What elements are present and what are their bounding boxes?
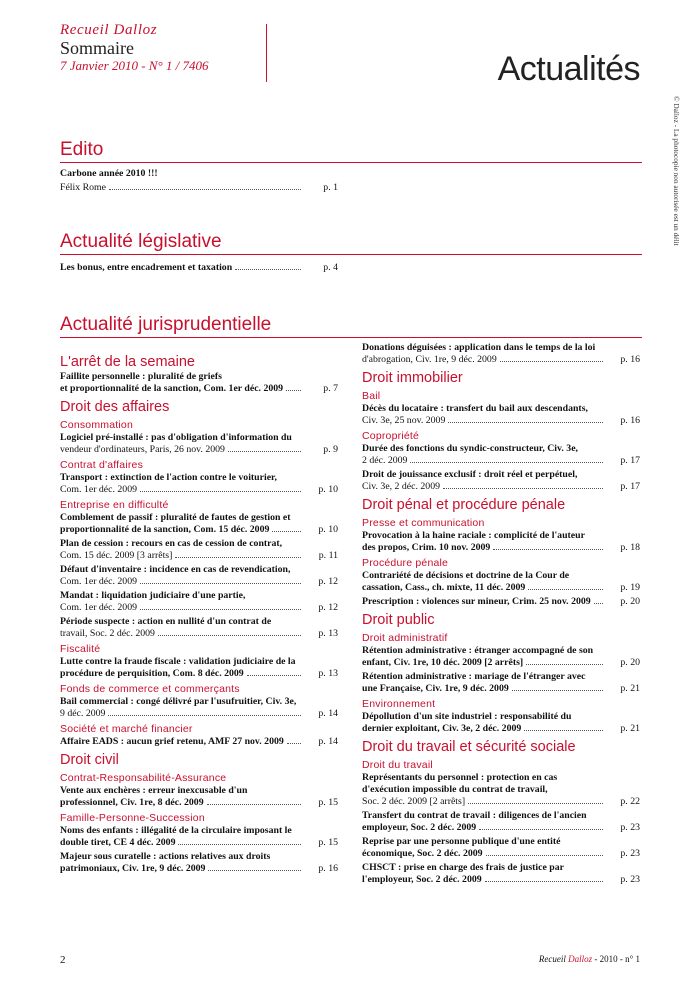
entry-line: Lutte contre la fraude fiscale : validation judiciaire de la — [60, 656, 296, 667]
section-heading-edito: Edito — [60, 139, 104, 160]
leader-dots — [109, 189, 301, 190]
entry-line: Défaut d'inventaire : incidence en cas de revendication, — [60, 564, 291, 575]
leader-dots — [468, 803, 603, 804]
entry-line: enfant, Civ. 1re, 10 déc. 2009 [2 arrêts] — [362, 657, 524, 668]
leader-dots — [443, 488, 603, 489]
entry-line: vendeur d'ordinateurs, Paris, 26 nov. 2009 — [60, 444, 225, 455]
page-ref: p. 20 — [620, 596, 640, 607]
page-ref: p. 16 — [318, 863, 338, 874]
toc-entry[interactable] — [362, 810, 640, 834]
leader-dots — [286, 390, 301, 391]
heading-droit-affaires: Droit des affaires — [60, 399, 170, 415]
page-number: 2 — [60, 954, 66, 966]
entry-line: Com. 1er déc. 2009 — [60, 602, 137, 613]
entry-line: Vente aux enchères : erreur inexcusable d'un — [60, 785, 248, 796]
entry-line: Com. 15 déc. 2009 [3 arrêts] — [60, 550, 173, 561]
entry-line: Mandat : liquidation judiciaire d'une partie, — [60, 590, 246, 601]
leader-dots — [178, 844, 301, 845]
footer-pub-dalloz: Dalloz — [568, 954, 593, 964]
entry-line: Droit de jouissance exclusif : droit réel et perpétuel, — [362, 469, 578, 480]
leader-dots — [485, 881, 603, 882]
subheading-entreprise-difficulte: Entreprise en difficulté — [60, 499, 169, 511]
entry-line: travail, Soc. 2 déc. 2009 — [60, 628, 155, 639]
entry-line: Comblement de passif : pluralité de fautes de gestion et — [60, 512, 291, 523]
left-column — [60, 354, 338, 877]
footer-publication — [539, 954, 640, 964]
page-ref: p. 1 — [323, 182, 338, 193]
subheading-droit-travail: Droit du travail — [362, 759, 433, 771]
page-ref: p. 23 — [620, 874, 640, 885]
entry-author: Félix Rome — [60, 182, 106, 193]
page-ref: p. 21 — [620, 683, 640, 694]
page-ref: p. 22 — [620, 796, 640, 807]
entry-line: une Française, Civ. 1re, 9 déc. 2009 — [362, 683, 509, 694]
entry-line: Représentants du personnel : protection en cas — [362, 772, 558, 783]
entry-line: Civ. 3e, 2 déc. 2009 — [362, 481, 440, 492]
entry-line: Période suspecte : action en nullité d'un contrat de — [60, 616, 272, 627]
toc-entry[interactable] — [362, 403, 640, 427]
masthead — [60, 22, 270, 74]
subheading-contrat-affaires: Contrat d'affaires — [60, 459, 144, 471]
subheading-copropriete: Copropriété — [362, 430, 420, 442]
entry-line: Logiciel pré-installé : pas d'obligation d'information du — [60, 432, 292, 443]
subheading-presse: Presse et communication — [362, 517, 485, 529]
entry-line: Soc. 2 déc. 2009 [2 arrêts] — [362, 796, 466, 807]
page-ref: p. 19 — [620, 582, 640, 593]
entry-line: proportionnalité de la sanction, Com. 15 déc. 2009 — [60, 524, 270, 535]
leader-dots — [272, 531, 301, 532]
page-ref: p. 12 — [318, 576, 338, 587]
page-ref: p. 11 — [318, 550, 338, 561]
entry-line: Reprise par une personne publique d'une entité — [362, 836, 561, 847]
heading-arret: L'arrêt de la semaine — [60, 354, 195, 370]
entry-line: dernier exploitant, Civ. 3e, 2 déc. 2009 — [362, 723, 522, 734]
toc-entry[interactable] — [60, 590, 338, 614]
leader-dots — [140, 491, 301, 492]
leader-dots — [140, 583, 301, 584]
entry-line: Com. 1er déc. 2009 — [60, 576, 137, 587]
entry-line: Décès du locataire : transfert du bail aux descendants, — [362, 403, 588, 414]
entry-title: Carbone année 2010 !!! — [60, 168, 158, 179]
subheading-droit-administratif: Droit administratif — [362, 632, 448, 644]
heading-droit-public: Droit public — [362, 612, 435, 628]
page-ref: p. 16 — [620, 354, 640, 365]
entry-line: Donations déguisées : application dans le temps de la loi — [362, 342, 596, 353]
leader-dots — [410, 462, 603, 463]
heading-droit-civil: Droit civil — [60, 752, 119, 768]
leader-dots — [512, 690, 603, 691]
page-title: Actualités — [497, 50, 640, 88]
toc-entry[interactable] — [60, 371, 338, 395]
page-ref: p. 4 — [323, 262, 338, 273]
page-ref: p. 16 — [620, 415, 640, 426]
entry-line: professionnel, Civ. 1re, 8 déc. 2009 — [60, 797, 204, 808]
entry-line: et proportionnalité de la sanction, Com. 1er déc. 2009 — [60, 383, 284, 394]
subheading-famille: Famille-Personne-Succession — [60, 812, 205, 824]
entry-line: Faillite personnelle : pluralité de griefs — [60, 371, 222, 382]
subheading-fiscalite: Fiscalité — [60, 643, 101, 655]
leader-dots — [493, 549, 603, 550]
page-ref: p. 17 — [620, 455, 640, 466]
page-ref: p. 21 — [620, 723, 640, 734]
header-divider — [266, 24, 267, 82]
entry-title: Les bonus, entre encadrement et taxation — [60, 262, 233, 273]
page-ref: p. 15 — [318, 797, 338, 808]
toc-entry[interactable] — [60, 785, 338, 809]
section-rule — [60, 337, 642, 338]
edito-entry[interactable] — [60, 168, 338, 196]
leader-dots — [175, 557, 301, 558]
entry-line: cassation, Cass., ch. mixte, 11 déc. 2009 — [362, 582, 526, 593]
leader-dots — [247, 675, 301, 676]
subheading-consommation: Consommation — [60, 419, 134, 431]
leader-dots — [287, 743, 301, 744]
section-heading-jurisprudence: Actualité jurisprudentielle — [60, 314, 272, 335]
toc-entry[interactable] — [60, 696, 338, 720]
entry-line: économique, Soc. 2 déc. 2009 — [362, 848, 483, 859]
footer-pub-recueil: Recueil — [538, 954, 566, 964]
page-ref: p. 14 — [318, 708, 338, 719]
toc-entry[interactable] — [60, 564, 338, 588]
publication-name: Recueil Dalloz — [60, 22, 158, 38]
toc-entry[interactable] — [362, 443, 640, 467]
leader-dots — [207, 804, 301, 805]
legislative-entry[interactable] — [60, 262, 338, 276]
toc-entry[interactable] — [362, 469, 640, 493]
entry-line: Durée des fonctions du syndic-constructeur, Civ. 3e, — [362, 443, 578, 454]
right-column — [362, 342, 640, 888]
entry-line: patrimoniaux, Civ. 1re, 9 déc. 2009 — [60, 863, 206, 874]
entry-line: Bail commercial : congé délivré par l'usufruitier, Civ. 3e, — [60, 696, 297, 707]
leader-dots — [594, 603, 603, 604]
toc-entry[interactable] — [362, 862, 640, 886]
leader-dots — [479, 829, 603, 830]
toc-entry[interactable] — [362, 645, 640, 669]
subheading-contrat-responsabilite: Contrat-Responsabilité-Assurance — [60, 772, 227, 784]
subheading-bail: Bail — [362, 390, 381, 402]
section-rule — [60, 162, 642, 163]
leader-dots — [208, 870, 301, 871]
page-ref: p. 9 — [323, 444, 338, 455]
page-ref: p. 13 — [318, 668, 338, 679]
page-ref: p. 20 — [620, 657, 640, 668]
entry-line: Transport : extinction de l'action contre le voiturier, — [60, 472, 277, 483]
entry-line: Dépollution d'un site industriel : responsabilité du — [362, 711, 572, 722]
toc-entry[interactable] — [362, 342, 640, 366]
page-ref: p. 17 — [620, 481, 640, 492]
copyright-note: © Dalloz - La photocopie non autorisée est un délit — [672, 96, 681, 246]
entry-line: CHSCT : prise en charge des frais de justice par — [362, 862, 564, 873]
entry-line: Prescription : violences sur mineur, Crim. 25 nov. 2009 — [362, 596, 591, 607]
entry-line: 2 déc. 2009 — [362, 455, 408, 466]
leader-dots — [486, 855, 603, 856]
section-rule — [60, 254, 642, 255]
page-ref: p. 18 — [620, 542, 640, 553]
entry-line: Noms des enfants : illégalité de la circulaire imposant le — [60, 825, 292, 836]
toc-entry[interactable] — [60, 656, 338, 680]
heading-droit-penal: Droit pénal et procédure pénale — [362, 497, 566, 513]
page-ref: p. 10 — [318, 484, 338, 495]
page-ref: p. 23 — [620, 822, 640, 833]
page-ref: p. 10 — [318, 524, 338, 535]
leader-dots — [524, 730, 603, 731]
toc-entry[interactable] — [60, 825, 338, 849]
toc-entry[interactable] — [362, 530, 640, 554]
subheading-procedure-penale: Procédure pénale — [362, 557, 449, 569]
entry-line: d'exécution impossible du contrat de travail, — [362, 784, 548, 795]
leader-dots — [108, 715, 301, 716]
leader-dots — [158, 635, 301, 636]
page-ref: p. 12 — [318, 602, 338, 613]
entry-line: employeur, Soc. 2 déc. 2009 — [362, 822, 477, 833]
entry-line: procédure de perquisition, Com. 8 déc. 2009 — [60, 668, 244, 679]
toc-entry[interactable] — [362, 772, 640, 808]
heading-droit-immobilier: Droit immobilier — [362, 370, 463, 386]
entry-line: Civ. 3e, 25 nov. 2009 — [362, 415, 446, 426]
entry-line: 9 déc. 2009 — [60, 708, 106, 719]
leader-dots — [228, 451, 301, 452]
toc-entry[interactable] — [60, 432, 338, 456]
subheading-environnement: Environnement — [362, 698, 436, 710]
entry-line: Rétention administrative : étranger accompagné de son — [362, 645, 594, 656]
toc-entry[interactable] — [362, 570, 640, 594]
toc-entry[interactable] — [362, 836, 640, 860]
toc-entry[interactable] — [60, 472, 338, 496]
toc-entry[interactable] — [60, 736, 338, 748]
page-ref: p. 7 — [323, 383, 338, 394]
leader-dots — [448, 422, 603, 423]
entry-line: Rétention administrative : mariage de l'étranger avec — [362, 671, 586, 682]
subheading-fonds-commerce: Fonds de commerce et commerçants — [60, 683, 240, 695]
page-ref: p. 13 — [318, 628, 338, 639]
leader-dots — [526, 664, 603, 665]
leader-dots — [140, 609, 301, 610]
entry-line: Plan de cession : recours en cas de cession de contrat, — [60, 538, 283, 549]
page-ref: p. 23 — [620, 848, 640, 859]
leader-dots — [500, 361, 603, 362]
entry-line: Com. 1er déc. 2009 — [60, 484, 137, 495]
toc-entry[interactable] — [60, 512, 338, 536]
toc-entry[interactable] — [362, 711, 640, 735]
entry-line: Transfert du contrat de travail : diligences de l'ancien — [362, 810, 587, 821]
toc-entry[interactable] — [362, 596, 640, 608]
entry-line: des propos, Crim. 10 nov. 2009 — [362, 542, 491, 553]
toc-entry[interactable] — [60, 538, 338, 562]
issue-line: 7 Janvier 2010 - N° 1 / 7406 — [60, 58, 209, 73]
toc-entry[interactable] — [362, 671, 640, 695]
sommaire-title: Sommaire — [60, 38, 134, 58]
entry-line: Contrariété de décisions et doctrine de la Cour de — [362, 570, 570, 581]
heading-droit-travail-securite: Droit du travail et sécurité sociale — [362, 739, 576, 755]
entry-line: Provocation à la haine raciale : complicité de l'auteur — [362, 530, 585, 541]
section-heading-legislative: Actualité législative — [60, 231, 222, 252]
page-ref: p. 14 — [318, 736, 338, 747]
entry-line: Affaire EADS : aucun grief retenu, AMF 27 nov. 2009 — [60, 736, 284, 747]
toc-entry[interactable] — [60, 616, 338, 640]
page-ref: p. 15 — [318, 837, 338, 848]
footer-issue: - 2010 - n° 1 — [594, 954, 640, 964]
entry-line: double tiret, CE 4 déc. 2009 — [60, 837, 176, 848]
leader-dots — [528, 589, 603, 590]
entry-line: Majeur sous curatelle : actions relatives aux droits — [60, 851, 271, 862]
leader-dots — [235, 269, 301, 270]
toc-entry[interactable] — [60, 851, 338, 875]
subheading-societe-marche: Société et marché financier — [60, 723, 193, 735]
entry-line: d'abrogation, Civ. 1re, 9 déc. 2009 — [362, 354, 497, 365]
entry-line: l'employeur, Soc. 2 déc. 2009 — [362, 874, 482, 885]
